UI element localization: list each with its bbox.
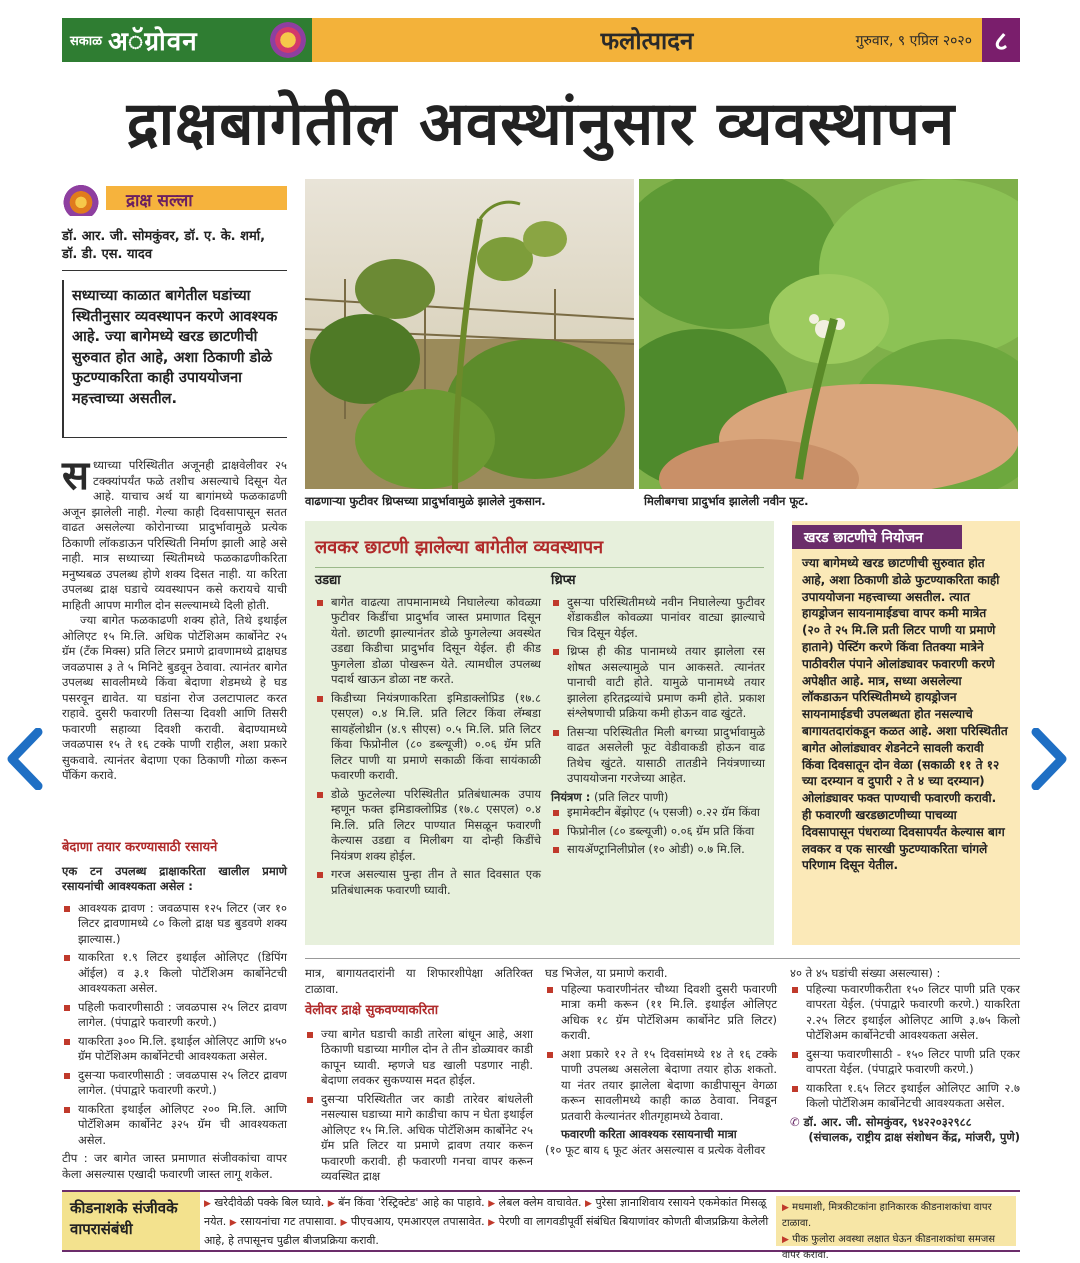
paragraph-1-text: ध्याच्या परिस्थितीत अजूनही द्राक्षवेलीवर २५ टक्क्यांपर्यंत फळे तशीच असल्याचे दिसून येत आहे. याचाच अर्थ या बागांमध्ये फळकाढणी अजून झालेली नाही. गेल्या काही दिवसापासून सतत वाढत असलेल्या कोरोनाच्या प्रादुर्भावामुळे प्रत्येक ठिकाणी लॉकडाऊन परिस्थिती निर्माण झाली आहे असे नाही. मात्र सध्याच्या स्थितीमध्ये फळकाढणीकरिता मनुष्यबळ उपलब्ध होणे शक्य दिसत नाही. या करिता उपलब्ध द्राक्ष घडाचे व्यवस्थापन कसे करायचे याची माहिती आपण मागील दोन सल्ल्यामध्ये दिली होती.	[62, 458, 287, 612]
banner-right-tips	[776, 1196, 1016, 1261]
author-line-2: डॉ. डी. एस. यादव	[62, 247, 153, 262]
list-item: पहिल्या फवारणीकरीता १५० लिटर पाणी प्रति एकर वापरता येईल. (पंपाद्वारे फवारणी करणे.) याकरिता २.२५ लिटर इथाईल ओलिएट आणि ३.७५ किलो पोटॅशिअम कार्बोनेटची आवश्यकता असेल.	[790, 982, 1020, 1044]
tip: खरेदीवेळी पक्के बिल घ्यावे.	[214, 1196, 325, 1209]
tip: पीएचआय, एमआरएल तपासावेत.	[350, 1215, 485, 1228]
triangle-icon: ▶	[782, 1235, 789, 1245]
lower-column-3	[790, 966, 1020, 1146]
phone-icon: ✆	[790, 1114, 800, 1129]
control-list	[551, 805, 765, 858]
tag-label: द्राक्ष सल्ला	[126, 191, 193, 211]
triangle-icon: ▶	[327, 1199, 335, 1209]
greenbox-col-2	[551, 573, 765, 861]
list-item: अशा प्रकारे १२ ते १५ दिवसांमध्ये १४ ते १६ टक्के पाणी उपलब्ध असलेला बेदाणा तयार होऊ शकतो. या नंतर तयार झालेला बेदाणा काडीपासून वेगळा करून सावलीमध्ये काही काळ ठेवावा. निवडून प्रतवारी केल्यानंतर शीतगृहामध्ये ठेवावा.	[545, 1047, 777, 1125]
list-item: दुसऱ्या परिस्थितीत जर काडी तारेवर बांधलेली नसल्यास घडाच्या मागे काडीचा काप न घेता इथाईल ओलिएट १५ मि.लि. अधिक पोटॅशिअम कार्बोनेट २५ ग्रॅम प्रति लिटर या प्रमाणे द्रावण तयार करून फवारणी करावी. ही फवारणी गनचा वापर करून व्यवस्थित द्राक्ष	[305, 1092, 533, 1185]
list-item: सायॲण्ट्रानिलीप्रोल (१० ओडी) ०.७ मि.लि.	[551, 842, 765, 858]
tip: पेरणी वा लागवडीपूर्वी संबंधित बियाणांवर कोणती बीजप्रक्रिया केलेली आहे, हे तपासूनच पुढील बीजप्रक्रिया करावी.	[204, 1215, 769, 1247]
triangle-icon: ▶	[585, 1199, 592, 1209]
column-tag	[62, 184, 287, 212]
issue-date: गुरुवार, ९ एप्रिल २०२०	[855, 33, 972, 49]
dropcap: स	[62, 453, 90, 499]
control-sub: (प्रति लिटर पाणी)	[593, 789, 669, 804]
list-item: ज्या बागेत घडाची काडी तारेला बांधून आहे, अशा ठिकाणी घडाच्या मागील दोन ते तीन डोळ्यावर काडी कापून घ्यावी. म्हणजे घड खाली पडणार नाही. बेदाणा लवकर सुकण्यास मदत होईल.	[305, 1027, 533, 1089]
divider	[305, 958, 1020, 959]
photo-thrips-damage	[305, 179, 634, 489]
lede: सध्याच्या काळात बागेतील घडांच्या स्थितीनुसार व्यवस्थापन करणे आवश्यक आहे. ज्या बागेमध्ये खरड छाटणीची सुरुवात होत आहे, अशा ठिकाणी डोळे फुटण्याकरिता काही उपाययोजना महत्त्वाच्या असतील.	[62, 280, 287, 438]
list-item: दुसऱ्या परिस्थितीमध्ये नवीन निघालेल्या फुटीवर शेंडाकडील कोवळ्या पानांवर वाट्या झाल्याचे चित्र दिसून येईल.	[551, 595, 765, 642]
headline: द्राक्षबागेतील अवस्थांनुसार व्यवस्थापन	[126, 89, 956, 159]
triangle-icon: ▶	[204, 1199, 211, 1209]
flower-icon	[62, 182, 100, 216]
brand-small: सकाळ	[70, 34, 103, 49]
col-head-udadya: उडद्या	[315, 573, 341, 588]
author-line-1: डॉ. आर. जी. सोमकुंवर, डॉ. ए. के. शर्मा,	[62, 229, 266, 244]
yellowbox-title: खरड छाटणीचे नियोजन	[792, 525, 962, 549]
list-item: याकरिता इथाईल ओलिएट २०० मि.लि. आणि पोटॅशिअम कार्बोनेट ३२५ ग्रॅम ची आवश्यकता असेल.	[62, 1102, 287, 1149]
list-item: याकरिता १.६५ लिटर इथाईल ओलिएट आणि २.७ किलो पोटॅशिअम कार्बोनेटची आवश्यकता असेल.	[790, 1081, 1020, 1112]
list-item: पहिली फवारणीसाठी : जवळपास २५ लिटर द्रावण लागेल. (पंपाद्वारे फवारणी करणे.)	[62, 1000, 287, 1031]
lower-column-2	[545, 966, 777, 1158]
banner-tips	[204, 1194, 772, 1250]
control-head: नियंत्रण :	[551, 789, 591, 804]
photo-caption-1: वाढणाऱ्या फुटीवर थ्रिप्सच्या प्रादुर्भावामुळे झालेले नुकसान.	[305, 494, 546, 508]
udadya-list	[315, 595, 541, 899]
photo-mealybug-shoot	[639, 179, 1018, 489]
chemical-dose-heading: फवारणी करिता आवश्यक रसायनाची मात्रा	[561, 1127, 737, 1141]
chemical-dose-text: (१० फूट बाय ६ फूट अंतर असल्यास व प्रत्येक वेलीवर	[545, 1142, 766, 1157]
tip: लेबल क्लेम वाचावेत.	[498, 1196, 582, 1209]
col-head-thrips: थ्रिप्स	[551, 573, 576, 588]
spray-schedule-list	[545, 982, 777, 1125]
list-item: याकरिता १.९ लिटर इथाईल ओलिएट (डिपिंग ऑईल) व ३.१ किलो पोटॅशिअम कार्बोनेटची आवश्यकता असेल.	[62, 950, 287, 997]
triangle-icon: ▶	[488, 1199, 496, 1209]
contact-text: डॉ. आर. जी. सोमकुंवर, ९४२२०३२९८८	[803, 1114, 972, 1129]
brand-name: अॅग्रोवन	[108, 27, 198, 57]
list-item: इमामेक्टीन बेंझोएट (५ एसजी) ०.२२ ग्रॅम किंवा	[551, 805, 765, 821]
next-arrow-icon[interactable]	[1030, 728, 1070, 790]
mealybug-photo-svg	[639, 179, 1018, 489]
yellowbox-text: ज्या बागेमध्ये खरड छाटणीची सुरुवात होत आहे, अशा ठिकाणी डोळे फुटण्याकरिता काही उपाययोजना महत्त्वाच्या असतील. त्यात हायड्रोजन सायनामाईडचा वापर कमी मात्रेत (२० ते २५ मि.लि प्रती लिटर पाणी या प्रमाणे हाताने) पेस्टिंग करणे किंवा तितक्या मात्रेने पाठीवरील पंपाने ओलांड्यावर फवारणी करणे अपेक्षीत आहे. मात्र, सध्या असलेल्या लॉकडाऊन परिस्थितीमध्ये हायड्रोजन सायनामाईडची उपलब्धता होत नसल्याचे बागायतदारांकडून कळत आहे. अशा परिस्थितीत बागेत ओलांड्यावर शेडनेटने सावली करावी किंवा दिवसातून दोन वेळा (सकाळी ११ ते १२ च्या दरम्यान व दुपारी २ ते ४ च्या दरम्यान) ओलांड्यावर फक्त पाण्याची फवारणी करावी. ही फवारणी खरडछाटणीच्या पाचव्या दिवसापासून पंधराव्या दिवसापर्यंत केल्यास बाग लवकर व एक सारखी फुटण्याकरिता चांगले परिणाम दिसून येतील.	[802, 556, 1008, 873]
photo-caption-2: मिलीबगचा प्रादुर्भाव झालेली नवीन फूट.	[644, 494, 809, 508]
tip: बॅन किंवा 'रेस्ट्रिक्टेड' आहे का पाहावे.	[338, 1196, 485, 1209]
tip: रसायनांचा गट तपासावा.	[240, 1215, 337, 1228]
triangle-icon: ▶	[488, 1218, 496, 1228]
thrips-photo-svg	[305, 179, 634, 489]
brand-block	[62, 18, 312, 62]
tip: मधमाशी, मित्रकीटकांना हानिकारक कीडनाशकांचा वापर टाळावा.	[782, 1202, 992, 1229]
vine-drying-list	[305, 1027, 533, 1185]
greenbox-title: लवकर छाटणी झालेल्या बागेतील व्यवस्थापन	[315, 537, 604, 558]
subhead-vine-drying: वेलीवर द्राक्षे सुकवण्याकरिता	[305, 1003, 439, 1018]
section-title: फलोत्पादन	[600, 26, 694, 55]
author-byline	[62, 228, 287, 271]
continuation-text: मात्र, बागायतदारांनी या शिफारशीपेक्षा अतिरिक्त टाळावा.	[305, 966, 533, 996]
list-item: बागेत वाढत्या तापमानामध्ये निघालेल्या कोवळ्या फुटीवर किडींचा प्रादुर्भाव जास्त प्रमाणात दिसून येतो. छाटणी झाल्यानंतर डोळे फुगलेल्या अवस्थेत उडद्या किडीचा प्रादुर्भाव दिसून येईल. ही कीड फुगलेला डोळा पोखरून येते. त्यामधील उपलब्ध पदार्थ खाऊन डोळा नष्ट करते.	[315, 595, 541, 688]
list-item: पहिल्या फवारणीनंतर चौथ्या दिवशी दुसरी फवारणी मात्रा कमी करून (११ मि.लि. इथाईल ओलिएट अधिक १८ ग्रॅम पोटॅशिअम कार्बोनेट प्रति लिटर) करावी.	[545, 982, 777, 1044]
continuation-text: घड भिजेल, या प्रमाणे करावी.	[545, 966, 668, 980]
page-number: ८	[982, 18, 1020, 62]
list-item: डोळे फुटलेल्या परिस्थितीत प्रतिबंधात्मक उपाय म्हणून फक्त इमिडाक्लोप्रिड (१७.८ एसएल) ०.४ मि.लि. प्रति लिटर पाण्यात मिसळून फवारणी केल्यास उडद्या व मिलीबग या दोन्ही किडींचे नियंत्रण शक्य होईल.	[315, 787, 541, 865]
tip: पीक फुलोरा अवस्था लक्षात घेऊन कीडनाशकांचा समजस वापर करावा.	[782, 1234, 996, 1261]
author-affiliation: (संचालक, राष्ट्रीय द्राक्ष संशोधन केंद्र, मांजरी, पुणे)	[808, 1130, 1020, 1144]
list-item: आवश्यक द्रावण : जवळपास १२५ लिटर (जर १० लिटर द्रावणामध्ये ८० किलो द्राक्ष घड बुडवणे शक्य झाल्यास.)	[62, 901, 287, 948]
subhead-raisin-chemicals: बेदाणा तयार करण्यासाठी रसायने	[62, 840, 218, 855]
thrips-list	[551, 595, 765, 787]
author-contact	[790, 1115, 1020, 1131]
early-pruning-box	[305, 521, 774, 945]
greenbox-col-1	[315, 573, 541, 901]
triangle-icon: ▶	[782, 1203, 789, 1213]
right-tip-1	[782, 1200, 1010, 1232]
list-item: दुसऱ्या फवारणीसाठी - १५० लिटर पाणी प्रति एकर वापरता येईल. (पंपाद्वारे फवारणी करणे.)	[790, 1047, 1020, 1078]
list-item: फिप्रोनील (८० डब्ल्यूजी) ०.०६ ग्रॅम प्रति किंवा	[551, 824, 765, 840]
greenbox-rule	[315, 567, 764, 568]
masthead	[62, 18, 1020, 62]
body-column-2	[62, 830, 287, 1182]
paragraph-2: ज्या बागेत फळकाढणी शक्य होते, तिथे इथाईल ओलिएट १५ मि.लि. अधिक पोटॅशिअम कार्बोनेट २५ ग्रॅम (टँक मिक्स) प्रति लिटर प्रमाणे द्रावणामध्ये द्राक्षघड जवळपास ३ ते ५ मिनिटे बुडवून ठेवावा. त्यानंतर बागेत उपलब्ध सावलीमध्ये किंवा बेदाणा शेडमध्ये हे घड पसरवून द्यावेत. या घडांना रोज उलटापालट करत राहावे. दुसरी फवारणी तिसऱ्या दिवशी आणि तिसरी फवारणी सहाव्या दिवशी करावी. बेदाण्यामध्ये जवळपास १५ ते १६ टक्के पाणी राहील, अशा प्रकारे सुकवावे. त्यानंतर बेदाणा एका ठिकाणी गोळा करून पॅकिंग करावे.	[62, 613, 287, 782]
right-tip-2	[782, 1232, 1010, 1263]
banner-title: कीडनाशके संजीवके वापरासंबंधी	[62, 1192, 200, 1250]
tip: पुरेसा ज्ञानाशिवाय रसायने एकमेकांत मिसळू नयेत.	[204, 1196, 767, 1228]
list-item: गरज असल्यास पुन्हा तीन ते सात दिवसात एक प्रतिबंधात्मक फवारणी घ्यावी.	[315, 867, 541, 898]
triangle-icon: ▶	[340, 1218, 348, 1228]
intro-text: एक टन उपलब्ध द्राक्षाकरिता खालील प्रमाणे रसायनांची आवश्यकता असेल :	[62, 863, 287, 893]
triangle-icon: ▶	[229, 1218, 237, 1228]
list-item: थ्रिप्स ही कीड पानामध्ये तयार झालेला रस शोषत असल्यामुळे पान आकसते. त्यानंतर पानाची वाटी होते. यामुळे पानामध्ये तयार झालेला हरितद्रव्यांचे प्रमाण कमी होते. प्रकाश संश्लेषणाची प्रक्रिया कमी होऊन वाढ खुंटते.	[551, 644, 765, 722]
continuation-text: ४० ते ४५ घडांची संख्या असल्यास) :	[790, 966, 941, 980]
lower-column-1	[305, 966, 533, 1188]
flower-logo-icon	[270, 22, 306, 58]
note: टीप : जर बागेत जास्त प्रमाणात संजीवकांचा वापर केला असल्यास एखादी फवारणी जास्त लागू शकेल.	[62, 1151, 287, 1181]
control-heading	[551, 790, 765, 806]
list-item: दुसऱ्या फवारणीसाठी : जवळपास २५ लिटर द्रावण लागेल. (पंपाद्वारे फवारणी करणे.)	[62, 1068, 287, 1099]
list-item: याकरिता ३०० मि.लि. इथाईल ओलिएट आणि ४५० ग्रॅम पोटॅशिअम कार्बोनेटची आवश्यकता असेल.	[62, 1034, 287, 1065]
list-item: तिसऱ्या परिस्थितीत मिली बगच्या प्रादुर्भावामुळे वाढत असलेली फूट वेडीवाकडी होऊन वाढ तिथेच खुंटते. यासाठी तातडीने नियंत्रणाच्या उपाययोजना गरजेच्या आहेत.	[551, 725, 765, 787]
body-column-1	[62, 453, 287, 784]
chemical-list	[62, 901, 287, 1149]
section-block	[312, 18, 982, 62]
prev-arrow-icon[interactable]	[4, 728, 44, 790]
summer-pruning-box	[792, 521, 1020, 945]
pesticide-tips-banner	[62, 1190, 1020, 1261]
paragraph-1	[62, 453, 287, 613]
acre-dose-list	[790, 982, 1020, 1112]
list-item: किडीच्या नियंत्रणाकरिता इमिडाक्लोप्रिड (१७.८ एसएल) ०.४ मि.लि. प्रति लिटर किंवा लॅम्बडा सायहॅलोथ्रीन (४.९ सीएस) ०.५ मि.लि. प्रति लिटर किंवा फिप्रोनील (८० डब्ल्यूजी) ०.०६ ग्रॅम प्रति लिटर पाणी या प्रमाणे सकाळी किंवा सायंकाळी फवारणी करावी.	[315, 691, 541, 784]
